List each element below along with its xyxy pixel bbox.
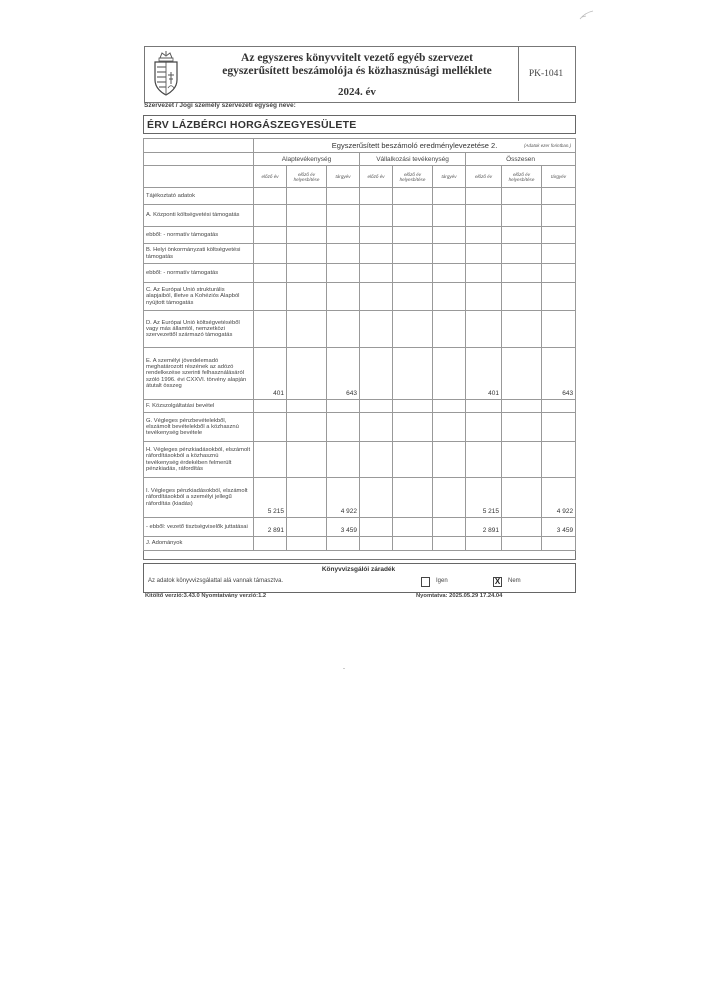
row-label: ebből: - normatív támogatás: [144, 227, 254, 244]
row-label: - ebből: vezető tisztségviselők juttatásai: [144, 518, 254, 537]
value-cell: [393, 413, 433, 442]
value-cell: [433, 348, 466, 400]
value-cell: [327, 413, 360, 442]
value-cell: [433, 537, 466, 551]
value-cell: [393, 478, 433, 518]
value-cell: [360, 311, 393, 348]
value-cell: [360, 537, 393, 551]
value-cell: [542, 227, 576, 244]
table-row: [144, 478, 576, 518]
value-cell: [287, 264, 327, 283]
table-row: [144, 283, 576, 311]
value-cell: [433, 311, 466, 348]
value-cell: [542, 188, 576, 205]
value-cell: [360, 478, 393, 518]
value-cell: [287, 188, 327, 205]
value-cell: [466, 400, 502, 413]
subheader-prev-correction: előző év helyesbítése: [393, 166, 433, 188]
value-cell: 4 922: [542, 478, 576, 518]
value-cell: [393, 264, 433, 283]
row-label: A. Központi költségvetési támogatás: [144, 205, 254, 227]
value-cell: [433, 188, 466, 205]
subheader-prev-correction: előző év helyesbítése: [502, 166, 542, 188]
value-cell: [433, 227, 466, 244]
audit-clause-title: Könyvvizsgálói záradék: [321, 566, 396, 573]
value-cell: 2 891: [254, 518, 287, 537]
value-cell: [502, 442, 542, 478]
value-cell: [360, 244, 393, 264]
statement-title: Egyszerűsített beszámoló eredménylevezetése 2.: [331, 141, 498, 150]
unit-note: (Adatok ezer forintban.): [524, 143, 572, 148]
value-cell: [433, 264, 466, 283]
value-cell: [542, 283, 576, 311]
scan-speck: [343, 668, 345, 669]
value-cell: [327, 244, 360, 264]
row-label: J. Adományok: [144, 537, 254, 551]
value-cell: [254, 188, 287, 205]
value-cell: [360, 348, 393, 400]
value-cell: [254, 283, 287, 311]
subheader-spacer: [144, 166, 254, 188]
value-cell: [254, 264, 287, 283]
group-header-total: Összesen: [466, 153, 576, 166]
value-cell: [542, 400, 576, 413]
form-code: PK-1041: [528, 69, 564, 79]
value-cell: [360, 264, 393, 283]
value-cell: [360, 227, 393, 244]
table-row: [144, 311, 576, 348]
value-cell: [287, 413, 327, 442]
subheader-current-year: tárgyév: [433, 166, 466, 188]
value-cell: [327, 264, 360, 283]
value-cell: [542, 311, 576, 348]
subheader-prev-year: előző év: [360, 166, 393, 188]
row-label: B. Helyi önkormányzati költségvetési támogatás: [144, 244, 254, 264]
row-label: E. A személyi jövedelemadó meghatározott részének az adózó rendelkezése szerinti felhasználásáról szóló 1996. évi CXXVI. törvény alapján átutalt összeg: [144, 348, 254, 400]
value-cell: 401: [254, 348, 287, 400]
statement-title-spacer: [144, 139, 254, 153]
value-cell: [393, 227, 433, 244]
value-cell: [466, 244, 502, 264]
value-cell: [466, 188, 502, 205]
value-cell: 4 922: [327, 478, 360, 518]
value-cell: [502, 188, 542, 205]
value-cell: [254, 442, 287, 478]
form-title-line-1: Az egyszeres könyvvitelt vezető egyéb szervezet: [241, 52, 473, 64]
value-cell: [502, 311, 542, 348]
row-label: H. Végleges pénzkiadásokból, elszámolt ráfordításokból a közhasznú tevékenység érdekében felmerült pénzkiadás, ráfordítás: [144, 442, 254, 478]
value-cell: [287, 311, 327, 348]
table-row: [144, 264, 576, 283]
value-cell: [466, 311, 502, 348]
value-cell: [360, 205, 393, 227]
value-cell: [393, 311, 433, 348]
value-cell: [502, 400, 542, 413]
audit-yes-checkbox[interactable]: [421, 577, 430, 587]
value-cell: [466, 442, 502, 478]
value-cell: [360, 400, 393, 413]
statement-body: [144, 188, 576, 551]
group-header-business: Vállalkozási tevékenység: [360, 153, 466, 166]
value-cell: [287, 518, 327, 537]
coat-of-arms-icon: [150, 50, 182, 96]
value-cell: [433, 518, 466, 537]
value-cell: [433, 442, 466, 478]
value-cell: 643: [327, 348, 360, 400]
value-cell: [466, 537, 502, 551]
value-cell: [254, 227, 287, 244]
value-cell: [287, 442, 327, 478]
value-cell: [502, 348, 542, 400]
audit-no-checkbox[interactable]: [493, 577, 502, 587]
value-cell: [433, 205, 466, 227]
value-cell: [502, 227, 542, 244]
version-info: Kitöltő verzió:3.43.0 Nyomtatvány verzió:1.2: [145, 593, 267, 599]
value-cell: [254, 311, 287, 348]
value-cell: [542, 413, 576, 442]
value-cell: [327, 537, 360, 551]
value-cell: [254, 400, 287, 413]
value-cell: [287, 348, 327, 400]
value-cell: [393, 188, 433, 205]
value-cell: 3 459: [327, 518, 360, 537]
value-cell: [542, 442, 576, 478]
value-cell: [466, 413, 502, 442]
value-cell: [393, 442, 433, 478]
value-cell: [360, 188, 393, 205]
table-row: [144, 413, 576, 442]
value-cell: [502, 478, 542, 518]
value-cell: [433, 478, 466, 518]
value-cell: [254, 537, 287, 551]
value-cell: [433, 400, 466, 413]
value-cell: [393, 244, 433, 264]
value-cell: [466, 283, 502, 311]
value-cell: [327, 311, 360, 348]
value-cell: [287, 537, 327, 551]
group-header-spacer: [144, 153, 254, 166]
row-label: D. Az Európai Unió költségvetéséből vagy más államtól, nemzetközi szervezettől származó támogatás: [144, 311, 254, 348]
row-label: F. Közszolgáltatási bevétel: [144, 400, 254, 413]
table-row: [144, 244, 576, 264]
value-cell: [287, 205, 327, 227]
value-cell: 2 891: [466, 518, 502, 537]
table-row: [144, 537, 576, 551]
audit-yes-label: Igen: [436, 578, 448, 584]
subheader-current-year: tárgyév: [327, 166, 360, 188]
value-cell: [466, 205, 502, 227]
value-cell: 3 459: [542, 518, 576, 537]
value-cell: [542, 537, 576, 551]
value-cell: [287, 244, 327, 264]
value-cell: [327, 188, 360, 205]
value-cell: [393, 348, 433, 400]
statement-title-cell: [254, 139, 576, 153]
value-cell: [360, 283, 393, 311]
value-cell: [327, 205, 360, 227]
table-row: [144, 518, 576, 537]
value-cell: [542, 264, 576, 283]
table-row: [144, 442, 576, 478]
subheader-current-year: tárgyév: [542, 166, 576, 188]
table-row: [144, 227, 576, 244]
print-timestamp: Nyomtatva: 2025.05.29 17.24.04: [416, 593, 503, 599]
table-row: [144, 188, 576, 205]
subheader-prev-correction: előző év helyesbítése: [287, 166, 327, 188]
value-cell: [393, 518, 433, 537]
value-cell: [393, 537, 433, 551]
value-cell: [287, 227, 327, 244]
value-cell: [502, 537, 542, 551]
row-label: Tájékoztató adatok: [144, 188, 254, 205]
value-cell: [502, 264, 542, 283]
value-cell: 643: [542, 348, 576, 400]
audit-no-label: Nem: [508, 578, 521, 584]
value-cell: [360, 413, 393, 442]
value-cell: [393, 283, 433, 311]
value-cell: [287, 400, 327, 413]
value-cell: 5 215: [254, 478, 287, 518]
value-cell: [360, 442, 393, 478]
row-label: G. Végleges pénzbevételekből, elszámolt bevételekből a közhasznú tevékenység bevétele: [144, 413, 254, 442]
value-cell: [502, 244, 542, 264]
report-year: 2024. év: [338, 86, 376, 98]
row-label: I. Végleges pénzkiadásokból, elszámolt ráfordításokból a személyi jellegű ráfordítás (kiadás): [144, 478, 254, 518]
value-cell: [502, 283, 542, 311]
table-row: [144, 400, 576, 413]
value-cell: [542, 205, 576, 227]
subheader-prev-year: előző év: [466, 166, 502, 188]
value-cell: [542, 244, 576, 264]
row-label: ebből: - normatív támogatás: [144, 264, 254, 283]
value-cell: [327, 227, 360, 244]
scan-mark: [578, 10, 594, 22]
table-row: [144, 205, 576, 227]
value-cell: [327, 400, 360, 413]
statement-table: [143, 138, 576, 551]
value-cell: [433, 413, 466, 442]
organization-label: Szervezet / Jogi személy szervezeti egység neve:: [144, 102, 296, 109]
value-cell: [393, 205, 433, 227]
value-cell: [287, 283, 327, 311]
value-cell: 5 215: [466, 478, 502, 518]
value-cell: [287, 478, 327, 518]
subheader-prev-year: előző év: [254, 166, 287, 188]
value-cell: [254, 205, 287, 227]
value-cell: [433, 244, 466, 264]
value-cell: [466, 264, 502, 283]
audit-no-mark: X: [494, 577, 501, 586]
table-row: [144, 348, 576, 400]
form-title: [196, 52, 518, 78]
value-cell: [393, 400, 433, 413]
value-cell: [466, 227, 502, 244]
value-cell: 401: [466, 348, 502, 400]
value-cell: [502, 413, 542, 442]
value-cell: [502, 518, 542, 537]
value-cell: [254, 244, 287, 264]
row-label: C. Az Európai Unió strukturális alapjaiból, illetve a Kohéziós Alapból nyújtott támogatás: [144, 283, 254, 311]
group-header-basic: Alaptevékenység: [254, 153, 360, 166]
value-cell: [360, 518, 393, 537]
value-cell: [502, 205, 542, 227]
form-title-line-2: egyszerűsített beszámolója és közhasznúsági melléklete: [222, 65, 492, 77]
value-cell: [433, 283, 466, 311]
value-cell: [254, 413, 287, 442]
value-cell: [327, 283, 360, 311]
audit-question: Az adatok könyvvizsgálattal alá vannak támasztva.: [148, 578, 284, 584]
value-cell: [327, 442, 360, 478]
organization-name: ÉRV LÁZBÉRCI HORGÁSZEGYESÜLETE: [147, 119, 357, 131]
